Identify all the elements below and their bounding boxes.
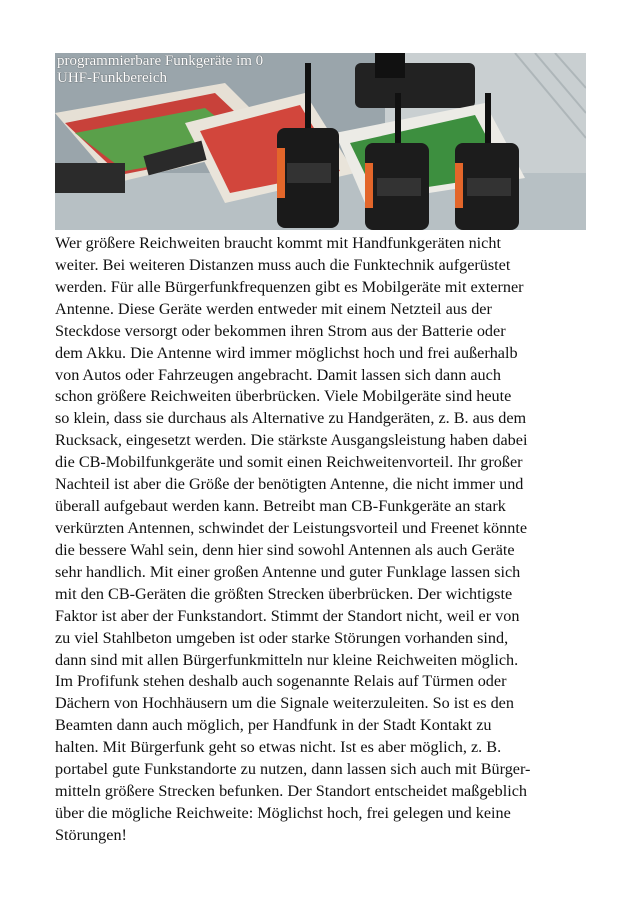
text-line: dem Akku. Die Antenne wird immer möglichst hoch und frei außerhalb [55, 343, 518, 362]
text-line: die bessere Wahl sein, denn hier sind sowohl Antennen als auch Geräte [55, 540, 515, 559]
walkie-talkie-photo [55, 53, 586, 230]
text-line: Störungen! [55, 825, 127, 844]
text-line: mitteln größere Strecken befunken. Der Standort entscheidet maßgeblich [55, 782, 527, 801]
caption-line: programmierbare Funkgeräte im 0 [57, 53, 264, 69]
article-body [55, 233, 600, 847]
text-line: portabel gute Funkstandorte zu nutzen, dann lassen sich auch mit Bürger- [55, 760, 531, 779]
accessory-left [55, 163, 125, 193]
text-line: dann sind mit allen Bürgerfunkmitteln nur kleine Reichweiten möglich. [55, 650, 519, 669]
caption-line: UHF-Funkbereich [57, 70, 167, 86]
text-line: Beamten dann auch möglich, per Handfunk in der Stadt Kontakt zu [55, 716, 492, 735]
text-line: Dächern von Hochhäusern um die Signale weiterzuleiten. So ist es den [55, 694, 514, 713]
text-line: verkürzten Antennen, schwindet der Leistungsvorteil und Freenet könnte [55, 518, 528, 537]
text-line: mit den CB-Geräten die größten Strecken überbrücken. Der wichtigste [55, 584, 513, 603]
text-line: Rucksack, eingesetzt werden. Die stärkste Ausgangsleistung haben dabei [55, 431, 528, 450]
text-line: so klein, dass sie durchaus als Alternative zu Handgeräten, z. B. aus dem [55, 409, 527, 428]
text-line: Antenne. Diese Geräte werden entweder mit einem Netzteil aus der [55, 299, 492, 318]
radio-in-charger [375, 53, 405, 78]
text-line: schon größere Reichweiten überbrücken. Viele Mobilgeräte sind heute [55, 387, 512, 406]
text-line: halten. Mit Bürgerfunk geht so etwas nicht. Ist es aber möglich, z. B. [55, 738, 502, 757]
text-line: weiter. Bei weiteren Distanzen muss auch die Funktechnik aufgerüstet [55, 255, 511, 274]
text-line: sehr handlich. Mit einer großen Antenne und guter Funklage lassen sich [55, 562, 521, 581]
text-line: die CB-Mobilfunkgeräte und somit einen Reichweitenvorteil. Ihr großer [55, 453, 523, 472]
text-line: Faktor ist aber der Funkstandort. Stimmt der Standort nicht, weil er von [55, 606, 520, 625]
text-line: Steckdose versorgt oder bekommen ihren Strom aus der Batterie oder [55, 321, 506, 340]
charger-base [355, 63, 475, 108]
text-line: Wer größere Reichweiten braucht kommt mit Handfunkgeräten nicht [55, 234, 501, 252]
photo-caption [57, 53, 357, 87]
text-line: Nachteil ist aber die Größe der benötigten Antenne, die nicht immer und [55, 475, 524, 494]
text-line: von Autos oder Fahrzeugen angebracht. Damit lassen sich dann auch [55, 365, 501, 384]
text-line: zu viel Stahlbeton umgeben ist oder starke Störungen vorhanden sind, [55, 628, 509, 647]
text-line: über die mögliche Reichweite: Möglichst hoch, frei gelegen und keine [55, 803, 511, 822]
text-line: werden. Für alle Bürgerfunkfrequenzen gibt es Mobilgeräte mit externer [55, 277, 524, 296]
text-line: Im Profifunk stehen deshalb auch sogenannte Relais auf Türmen oder [55, 672, 507, 691]
text-line: überall aufgebaut werden kann. Betreibt man CB-Funkgeräte an stark [55, 497, 506, 516]
